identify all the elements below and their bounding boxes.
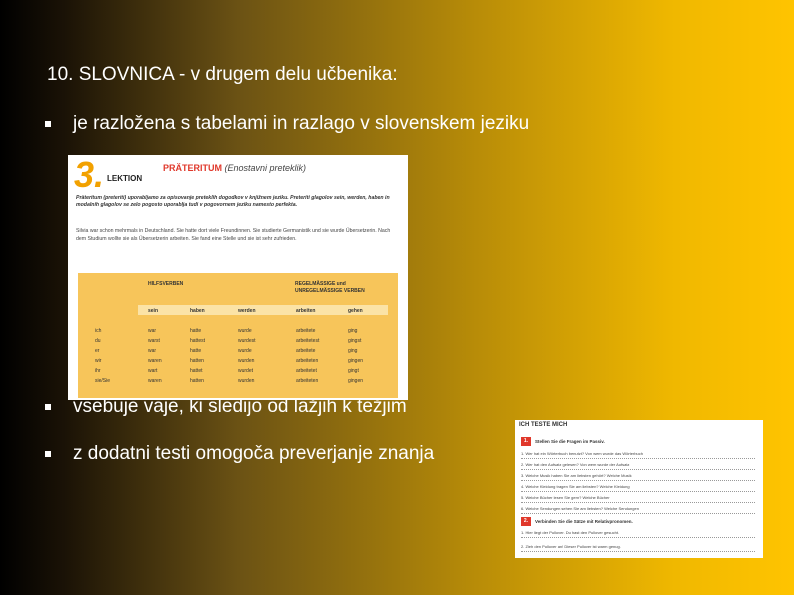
topic-note: (Enostavni preteklik) xyxy=(224,163,307,173)
bullet-text: vsebuje vaje, ki sledijo od lažjih k težjim xyxy=(73,396,407,417)
bullet-item xyxy=(45,396,407,418)
exercise-line: 2. Zieh den Pullover an! Dieser Pullover ist warm genug. xyxy=(521,544,755,552)
lesson-header xyxy=(74,157,142,193)
table-row: ihr wart hattet wurdet arbeitetet gingt xyxy=(95,368,359,374)
textbook-excerpt-image xyxy=(68,155,408,400)
test-title: ICH TESTE MICH xyxy=(519,422,568,428)
column-header: haben xyxy=(190,308,205,314)
table-row: ich war hatte wurde arbeitete ging xyxy=(95,328,358,334)
slide-title: 10. SLOVNICA - v drugem delu učbenika: xyxy=(47,64,398,85)
example-text: Silvia war schon mehrmals in Deutschland. Sie hatte dort viele Freundinnen. Sie studierte Germanistik und sie wurde Übersetzerin. Nach dem Studium wollte sie als Übersetzerin arbeiten. Sie fand eine Stelle und sie ist sehr zufrieden. xyxy=(76,228,391,242)
table-row: sie/Sie waren hatten wurden arbeiteten gingen xyxy=(95,378,364,384)
table-row: du warst hattest wurdest arbeitetest gingst xyxy=(95,338,362,344)
column-header: werden xyxy=(238,308,256,314)
grammar-intro: Präteritum (preteriti) uporabljamo za opisovanje preteklih dogodkov v knjižnem jeziku. Preteriti glagolov sein, werden, haben in modalnih glagolov se zelo pogosto uporablja tudi v pogovornem jeziku namesto perfekta. xyxy=(76,195,390,208)
square-bullet-icon xyxy=(45,404,51,410)
table-row: er war hatte wurde arbeitete ging xyxy=(95,348,358,354)
bullet-text: z dodatni testi omogoča preverjanje znanja xyxy=(73,443,435,464)
table-group-heading: REGELMÄSSIGE und UNREGELMÄSSIGE VERBEN xyxy=(295,281,365,294)
exercise-line: 1. Wer hat ein Wörterbuch benutzt? Von wem wurde das Wörterbuch xyxy=(521,451,755,459)
bullet-item xyxy=(45,443,434,465)
self-test-image xyxy=(515,420,763,558)
task-instruction: Stellen Sie die Fragen im Passiv. xyxy=(535,439,605,444)
lesson-topic xyxy=(163,163,306,173)
exercise-line: 5. Welche Bücher lesen Sie gern? Welche Bücher xyxy=(521,495,755,503)
exercise-line: 4. Welche Kleidung tragen Sie am liebsten? Welche Kleidung xyxy=(521,484,755,492)
exercise-line: 2. Wer hat den Aufsatz gelesen? Von wem wurde der Aufsatz xyxy=(521,462,755,470)
column-header: sein xyxy=(148,308,159,314)
lesson-number: 3. xyxy=(74,155,105,195)
column-header: gehen xyxy=(348,308,363,314)
square-bullet-icon xyxy=(45,121,51,127)
task-instruction: Verbinden Sie die Sätze mit Relativpronomen. xyxy=(535,519,633,524)
task-number-badge: 1. xyxy=(521,437,531,446)
square-bullet-icon xyxy=(45,451,51,457)
topic-title: PRÄTERITUM xyxy=(163,163,222,173)
lesson-word: LEKTION xyxy=(107,173,143,183)
conjugation-table xyxy=(78,273,398,398)
exercise-line: 3. Welche Musik haben Sie am liebsten gehört? Welche Musik xyxy=(521,473,755,481)
task-number-badge: 2. xyxy=(521,517,531,526)
bullet-text: je razložena s tabelami in razlago v slovenskem jeziku xyxy=(73,113,530,134)
table-row: wir waren hatten wurden arbeiteten gingen xyxy=(95,358,364,364)
table-group-heading: HILFSVERBEN xyxy=(148,281,184,287)
bullet-item xyxy=(45,113,529,135)
exercise-line: 1. Hier liegt der Pullover. Du hast den Pullover gesucht. xyxy=(521,530,755,538)
column-header: arbeiten xyxy=(296,308,316,314)
exercise-line: 6. Welche Sendungen sehen Sie am liebsten? Welche Sendungen xyxy=(521,506,755,514)
